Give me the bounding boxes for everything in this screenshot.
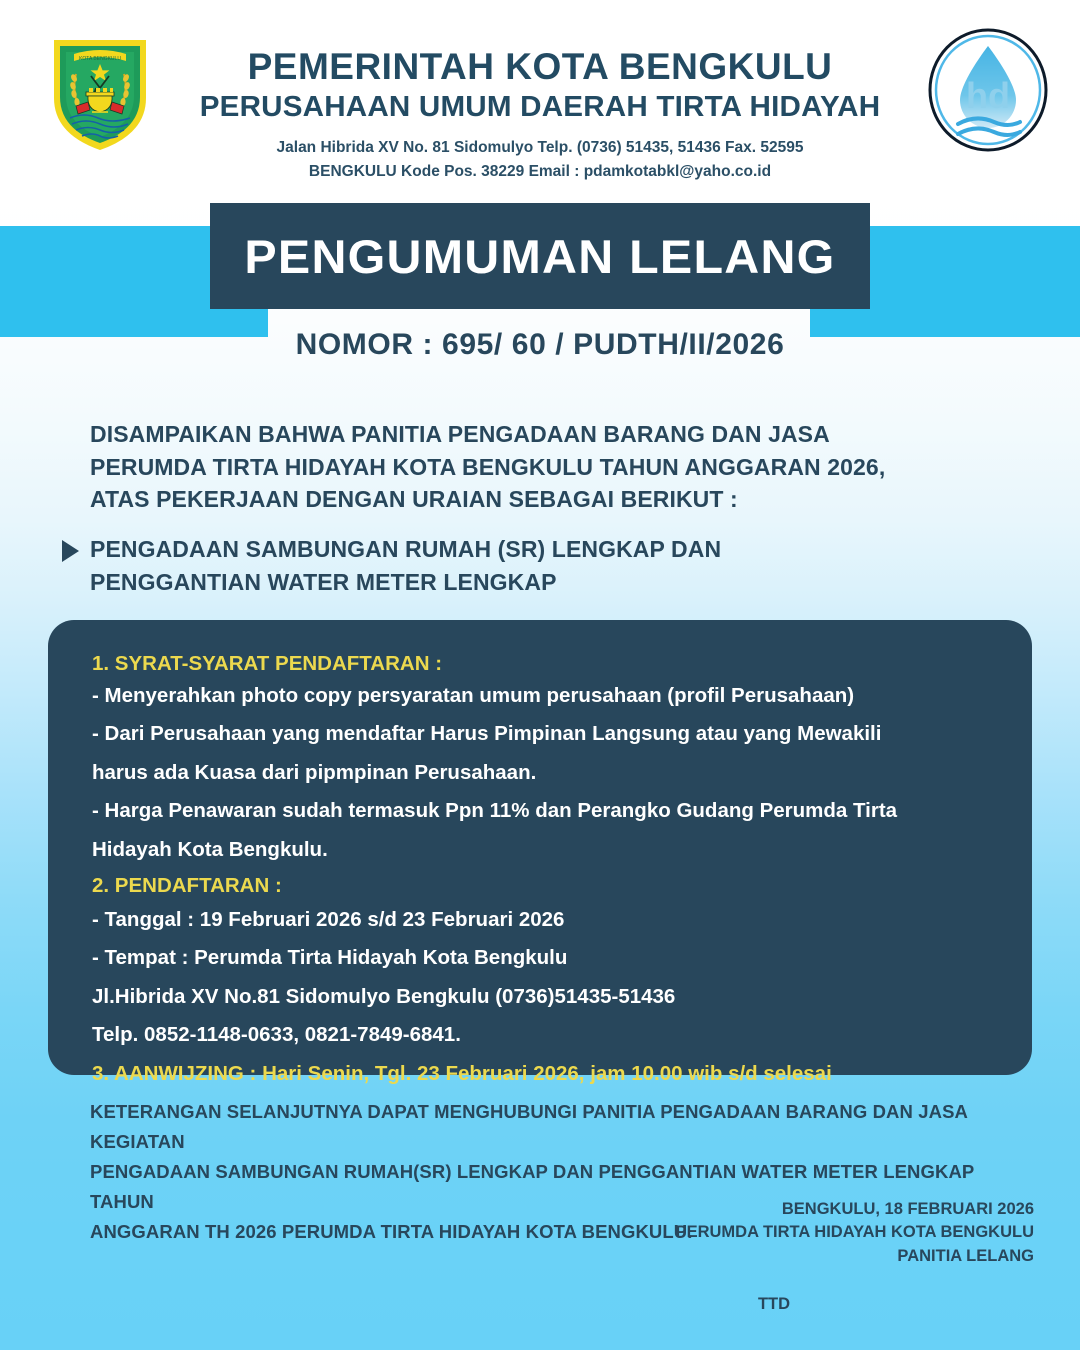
letterhead-text	[180, 48, 900, 184]
address-line-1: Jalan Hibrida XV No. 81 Sidomulyo Telp. (0736) 51435, 51436 Fax. 52595	[276, 139, 804, 157]
svg-text:hd: hd	[966, 75, 1010, 116]
water-droplet-logo-icon	[924, 26, 1052, 154]
bengkulu-city-emblem-icon	[44, 26, 156, 154]
letterhead	[0, 0, 1080, 200]
signature-ttd: TTD	[757, 1295, 791, 1313]
section-2-item-4: Telp. 0852-1148-0633, 0821-7849-6841.	[92, 1023, 461, 1046]
section-1-heading: 1. SYRAT-SYARAT PENDAFTARAN :	[92, 652, 443, 675]
note-line-1: KETERANGAN SELANJUTNYA DAPAT MENGHUBUNGI PANITIA PENGADAAN BARANG DAN JASA KEGIATAN	[90, 1101, 968, 1152]
page-title: PENGUMUMAN LELANG	[244, 229, 836, 283]
section-2-item-3: Jl.Hibrida XV No.81 Sidomulyo Bengkulu (0736)51435-51436	[92, 984, 676, 1008]
section-1-item-2: - Dari Perusahaan yang mendaftar Harus Pimpinan Langsung atau yang Mewakili	[92, 722, 882, 745]
subject-line-1: PENGADAAN SAMBUNGAN RUMAH (SR) LENGKAP DAN	[90, 536, 722, 562]
org-line-2: PERUSAHAAN UMUM DAERAH TIRTA HIDAYAH	[199, 90, 881, 123]
note-line-2: PENGADAAN SAMBUNGAN RUMAH(SR) LENGKAP DAN PENGGANTIAN WATER METER LENGKAP TAHUN	[90, 1160, 975, 1212]
section-3-line: 3. AANWIJZING : Hari Senin, Tgl. 23 Februari 2026, jam 10.00 wib s/d selesai	[92, 1061, 832, 1085]
section-1-item-3: harus ada Kuasa dari pipmpinan Perusahaan.	[92, 760, 537, 784]
section-2-item-1: - Tanggal : 19 Februari 2026 s/d 23 Februari 2026	[92, 907, 565, 931]
triangle-right-icon	[62, 540, 79, 562]
subject-block	[62, 533, 1002, 598]
address-line-2: BENGKULU Kode Pos. 38229 Email : pdamkotabkl@yaho.co.id	[308, 163, 772, 181]
intro-line-1: DISAMPAIKAN BAHWA PANITIA PENGADAAN BARANG DAN JASA	[90, 421, 830, 447]
section-1-item-4: - Harga Penawaran sudah termasuk Ppn 11% dan Perangko Gudang Perumda Tirta	[92, 799, 898, 822]
document-number: NOMOR : 695/ 60 / PUDTH/II/2026	[295, 328, 785, 361]
note-line-3: ANGGARAN TH 2026 PERUMDA TIRTA HIDAYAH KOTA BENGKULU.	[90, 1220, 693, 1242]
section-2-item-2: - Tempat : Perumda Tirta Hidayah Kota Bengkulu	[92, 946, 568, 969]
subject-line-2: PENGGANTIAN WATER METER LENGKAP	[90, 568, 557, 595]
signature-place-date: BENGKULU, 18 FEBRUARI 2026	[781, 1200, 1034, 1218]
org-line-1: PEMERINTAH KOTA BENGKULU	[247, 46, 833, 87]
signature-block	[514, 1198, 1034, 1268]
section-1-item-5: Hidayah Kota Bengkulu.	[92, 837, 328, 861]
intro-line-2: PERUMDA TIRTA HIDAYAH KOTA BENGKULU TAHUN ANGGARAN 2026,	[90, 453, 886, 480]
requirements-panel	[48, 620, 1032, 1085]
section-2-heading: 2. PENDAFTARAN :	[92, 874, 282, 897]
svg-text:KOTA BENGKULU: KOTA BENGKULU	[79, 56, 121, 62]
title-banner	[210, 203, 870, 309]
intro-line-3: ATAS PEKERJAAN DENGAN URAIAN SEBAGAI BERIKUT :	[90, 486, 738, 513]
section-1-item-1: - Menyerahkan photo copy persyaratan umum perusahaan (profil Perusahaan)	[92, 683, 855, 707]
signature-org: PERUMDA TIRTA HIDAYAH KOTA BENGKULU	[675, 1223, 1034, 1242]
intro-paragraph	[90, 418, 1010, 516]
signature-committee: PANITIA LELANG	[897, 1246, 1034, 1265]
